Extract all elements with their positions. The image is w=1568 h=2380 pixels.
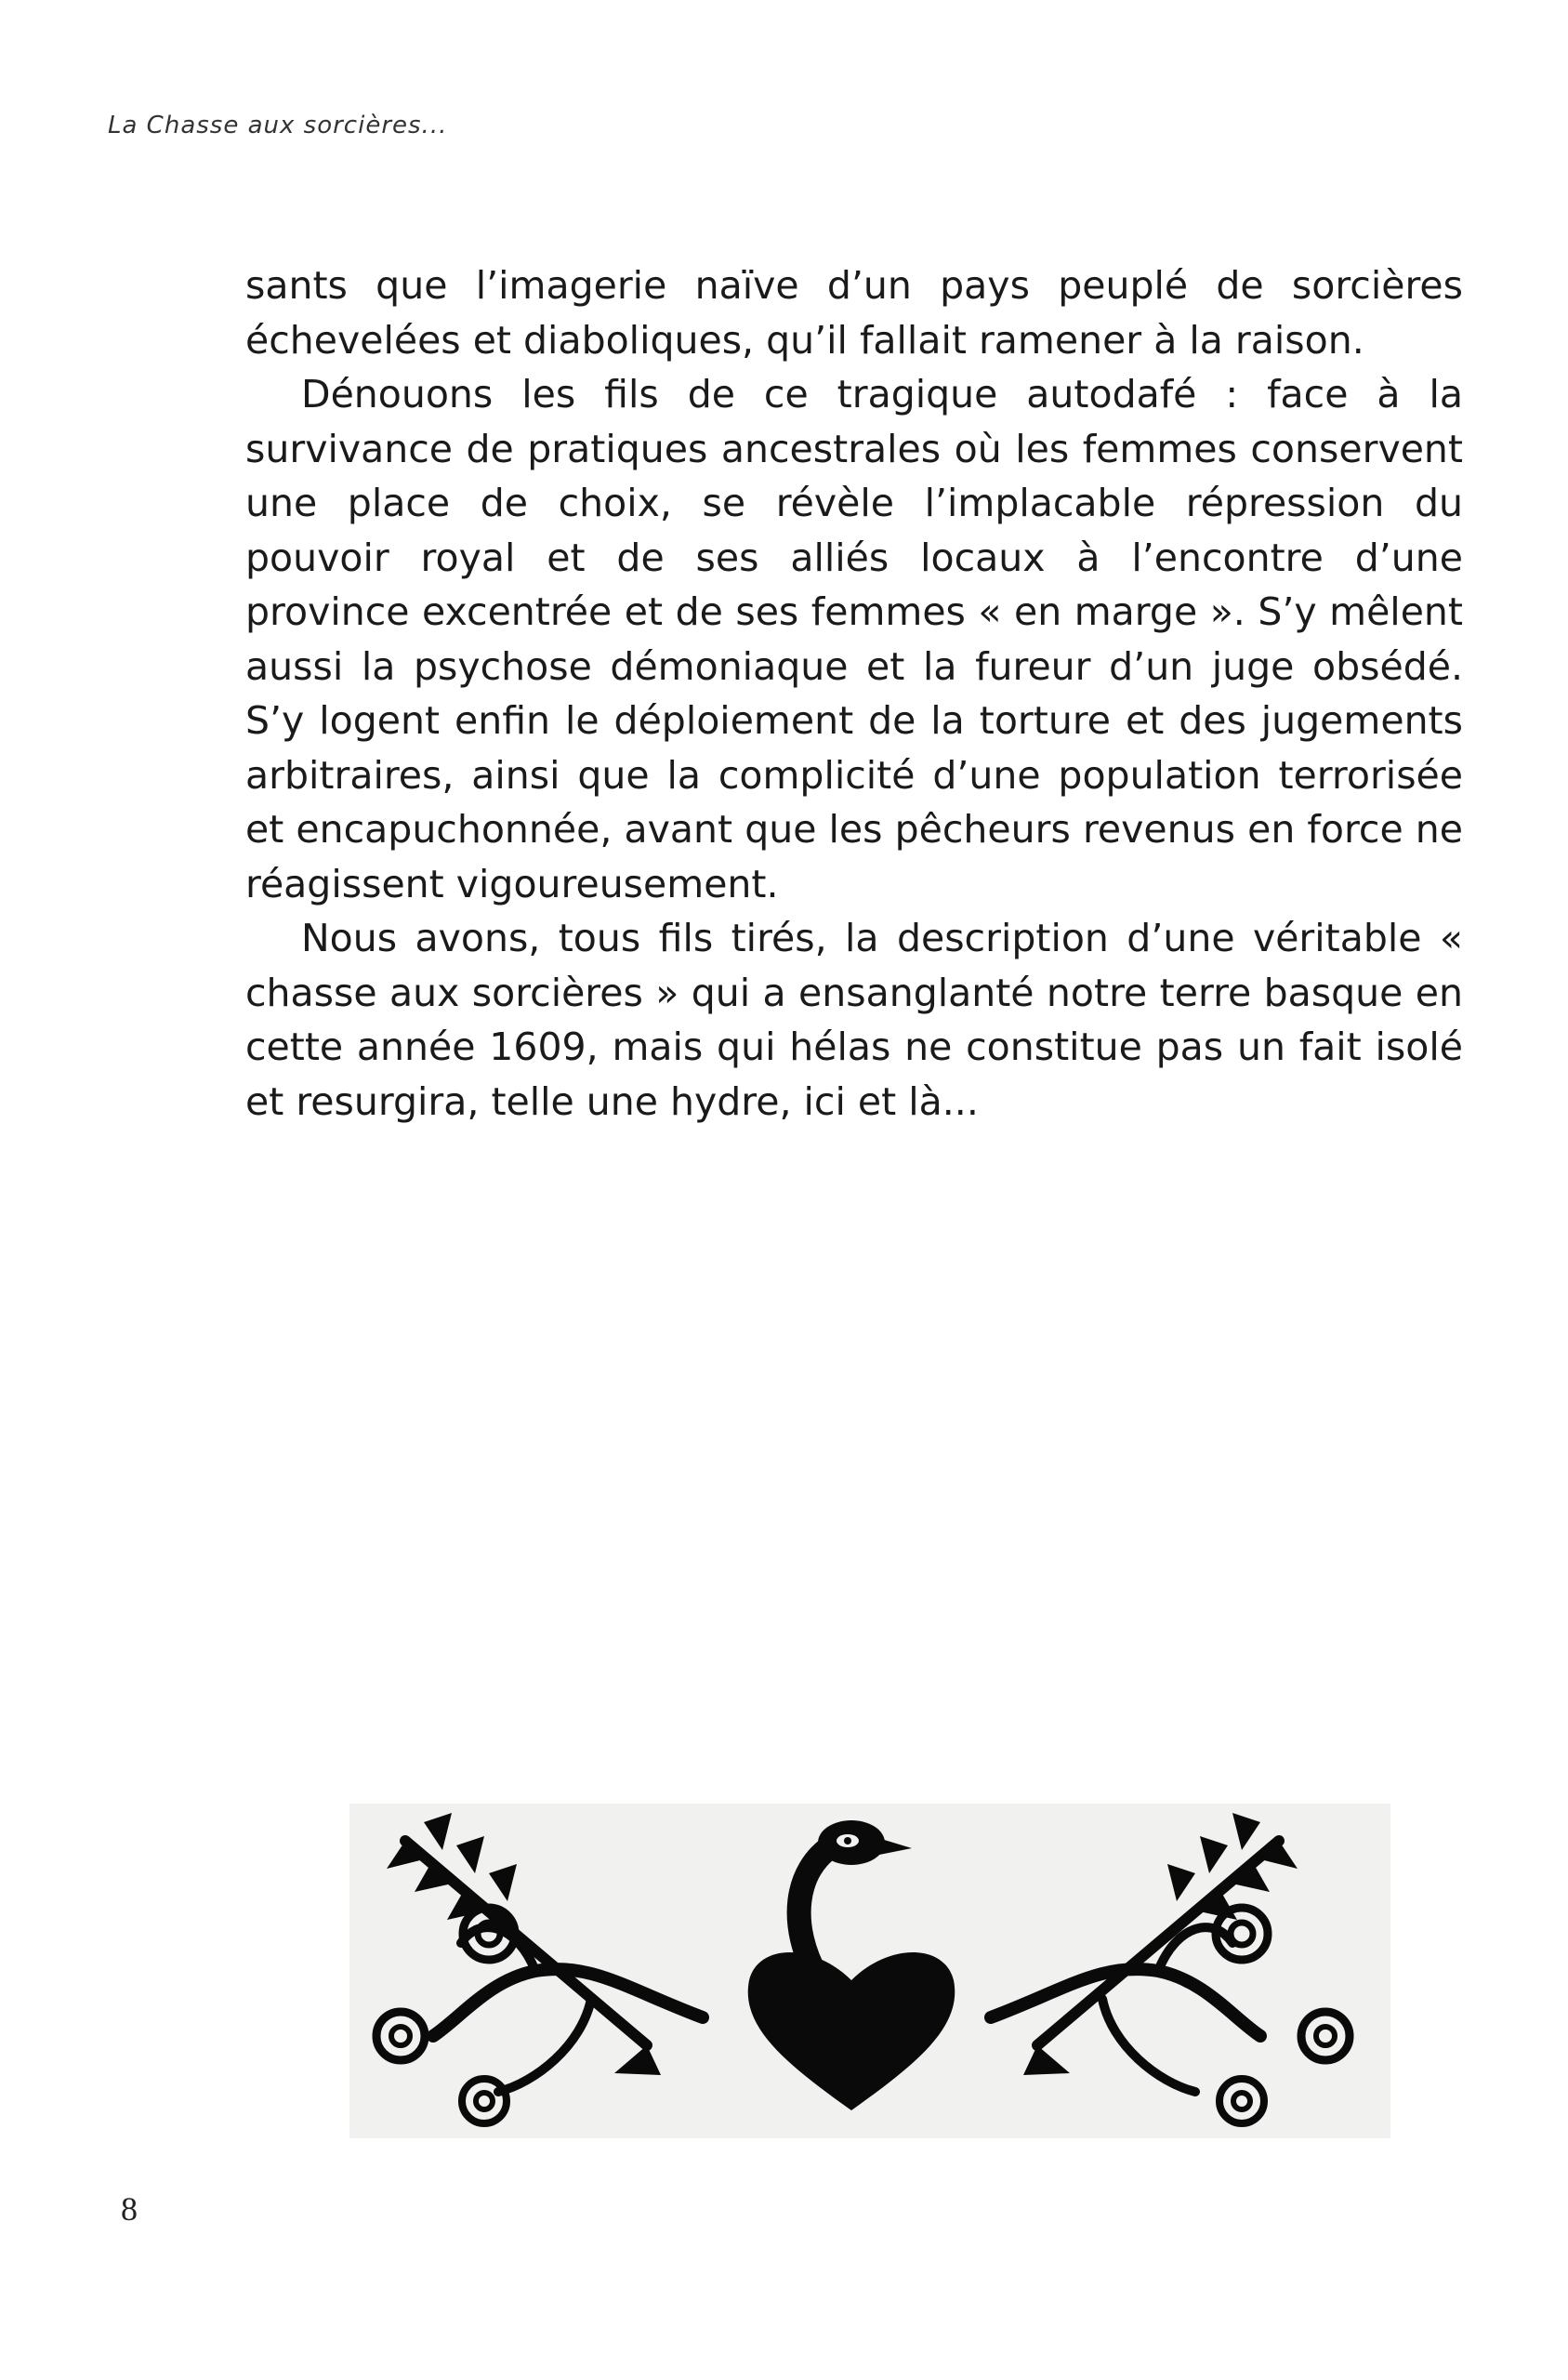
running-head: La Chasse aux sorcières... bbox=[108, 112, 448, 139]
paragraph-continuation: sants que l’imagerie naïve d’un pays peuplé de sorcières échevelées et diaboliques, qu’il fallait ramener à la raison. bbox=[245, 263, 1463, 363]
body-text bbox=[245, 258, 1463, 1129]
page-number: 8 bbox=[121, 2190, 138, 2228]
bird-heart-arrows-ornament bbox=[349, 1804, 1390, 2138]
paragraph-conclusion: Nous avons, tous fils tirés, la description d’une véritable « chasse aux sorcières » qui a ensanglanté notre terre basque en cette année 1609, mais qui hélas ne constitue pas un fait isolé et resurgira, telle une hydre, ici et là... bbox=[245, 916, 1463, 1124]
paragraph-autodafe: Dénouons les fils de ce tragique autodafé : face à la survivance de pratiques ancestrales où les femmes conservent une place de choix, se révèle l’implacable répression du pouvoir royal et de ses alliés locaux à l’encontre d’une province excentrée et de ses femmes « en marge ». S’y mêlent aussi la psychose démoniaque et la fureur d’un juge obsédé. S’y logent enfin le déploiement de la torture et des jugements arbitraires, ainsi que la complicité d’une population terrorisée et encapuchonnée, avant que les pêcheurs revenus en force ne réagissent vigoureusement. bbox=[245, 372, 1463, 906]
